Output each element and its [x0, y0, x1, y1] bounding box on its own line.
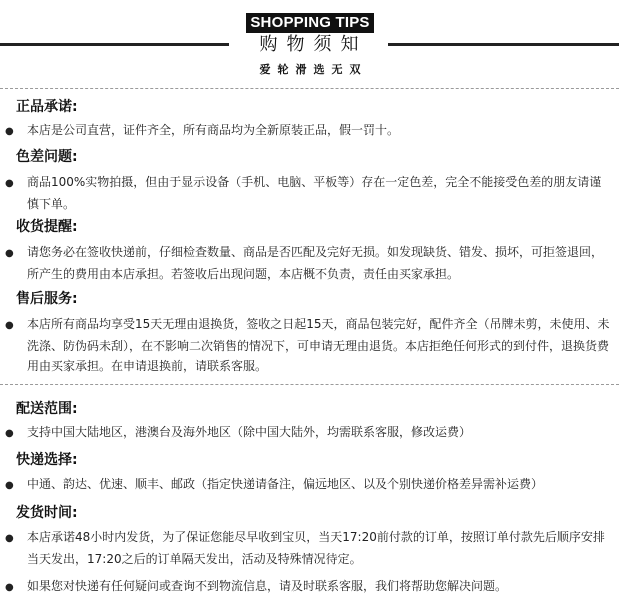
bullet-icon: ●	[5, 582, 14, 593]
bullet-icon: ●	[5, 178, 14, 189]
list-item: ● 中通、韵达、优速、顺丰、邮政（指定快递请备注，偏远地区、以及个别快递价格差异需补运费）	[16, 474, 611, 496]
section-title-color-difference: 色差问题:	[16, 149, 78, 165]
shopping-tips-header	[0, 0, 619, 86]
bullet-icon: ●	[5, 533, 14, 544]
bullet-icon: ●	[5, 248, 14, 259]
bullet-icon: ●	[5, 126, 14, 137]
list-item: ● 商品100%实物拍摄，但由于显示设备（手机、电脑、平板等）存在一定色差，完全不能接受色差的朋友请谨慎下单。	[5, 175, 602, 211]
bullet-icon: ●	[5, 480, 14, 491]
list-item: ● 本店承诺48小时内发货，为了保证您能尽早收到宝贝，当天17:20前付款的订单，按照订单付款先后顺序安排当天发出，17:20之后的订单隔天发出，活动及特殊情况待定。	[5, 530, 605, 566]
section-title-genuine: 正品承诺:	[16, 99, 78, 115]
list-item: ● 如果您对快递有任何疑问或查询不到物流信息，请及时联系客服，我们将帮助您解决问题。	[16, 576, 611, 598]
list-item: ● 支持中国大陆地区，港澳台及海外地区（除中国大陆外，均需联系客服，修改运费）	[16, 422, 611, 444]
section-title-shipping-time: 发货时间:	[16, 505, 78, 521]
bullet-icon: ●	[5, 320, 14, 331]
section-title-delivery-area: 配送范围:	[16, 401, 78, 417]
bullet-icon: ●	[5, 428, 14, 439]
top-dashed-divider	[0, 88, 619, 89]
section-title-after-sales: 售后服务:	[16, 291, 78, 307]
section-title-receipt-reminder: 收货提醒:	[16, 219, 78, 235]
notice-title: 购物须知	[259, 34, 368, 55]
header-rule-left	[0, 43, 229, 46]
list-item: ● 本店所有商品均享受15天无理由退换货，签收之日起15天，商品包装完好，配件齐全（吊牌未剪，未使用、未洗涤、防伪码未刮），在不影响二次销售的情况下，可申请无理由退货。本店拒绝任何形式的到付件，退换货费用由买家承担。在申请退换前，请联系客服。	[5, 317, 610, 373]
list-item: ● 请您务必在签收快递前，仔细检查数量、商品是否匹配及完好无损。如发现缺货、错发、损坏，可拒签退回，所产生的费用由本店承担。若签收后出现问题，本店概不负责，责任由买家承担。	[5, 245, 604, 281]
header-rule-right	[388, 43, 619, 46]
shopping-tips-badge: SHOPPING TIPS	[246, 13, 374, 33]
middle-dashed-divider	[0, 384, 619, 385]
list-item: ● 本店是公司直营，证件齐全，所有商品均为全新原装正品，假一罚十。	[16, 120, 611, 142]
brand-subtitle: 爱轮滑选无双	[259, 63, 368, 76]
section-title-courier-choice: 快递选择:	[16, 452, 78, 468]
